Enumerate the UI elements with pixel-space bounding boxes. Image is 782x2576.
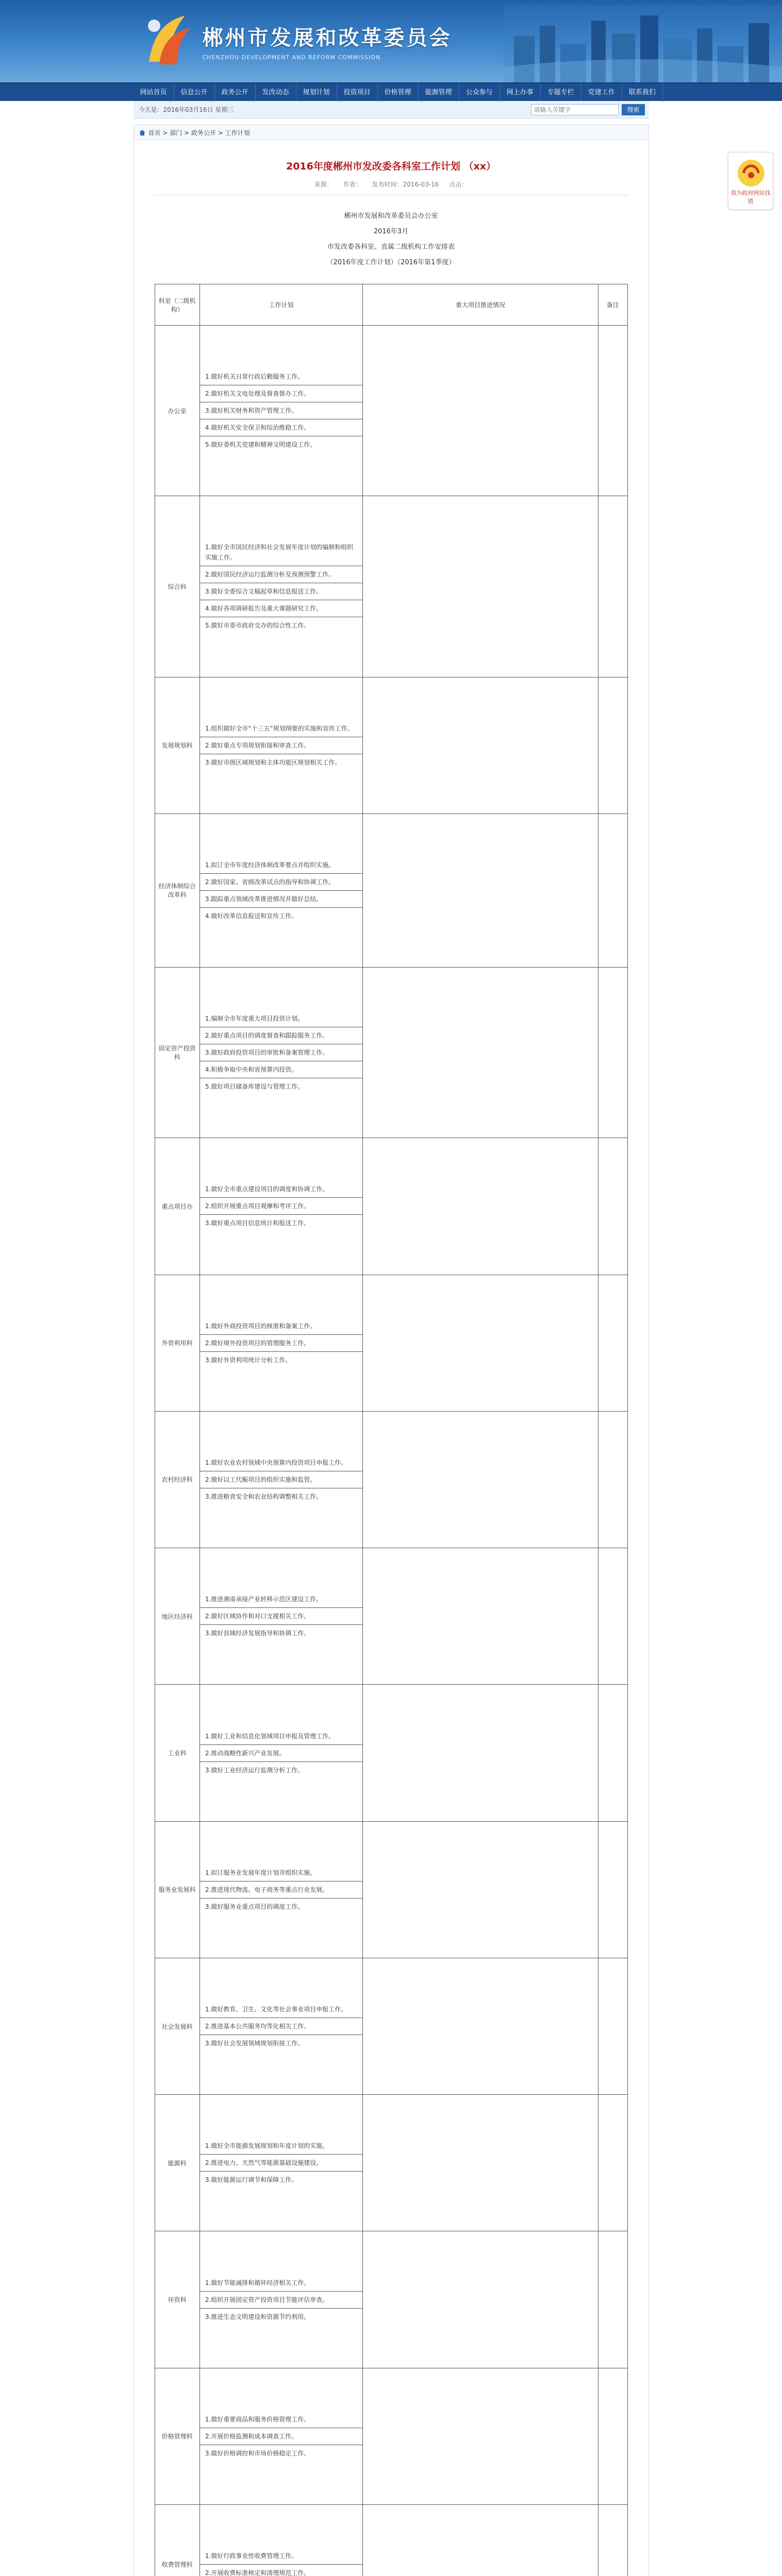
nav-item[interactable]: 信息公开 [174, 83, 215, 102]
breadcrumb-separator: > [182, 129, 191, 137]
nav-item[interactable]: 网上办事 [500, 83, 541, 102]
error-report-label: 我为政府网站找错 [730, 190, 771, 205]
dept-cell: 环资科 [155, 2231, 199, 2368]
breadcrumb-link[interactable]: 部门 [170, 129, 182, 137]
site-logo[interactable] [139, 10, 452, 72]
task-item: 1.做好全市能源发展规划和年度计划的实施。 [200, 2138, 362, 2155]
breadcrumb-items [148, 128, 250, 137]
progress-cell [362, 2231, 598, 2368]
note-cell [598, 326, 627, 496]
article [134, 140, 649, 2576]
tasks-cell [199, 2095, 362, 2231]
header-progress: 重大项目推进情况 [362, 284, 598, 326]
task-item: 1.做好机关日常行政后勤服务工作。 [200, 368, 362, 385]
task-item: 2.组织开展重点项目观摩和考评工作。 [200, 1198, 362, 1215]
task-item: 3.做好县域经济发展指导和协调工作。 [205, 1630, 310, 1637]
task-item: 3.做好工业经济运行监测分析工作。 [205, 1766, 304, 1774]
task-item: 3.跟踪重点领域改革推进情况并做好总结。 [200, 891, 362, 908]
work-plan-table [155, 284, 628, 2576]
logo-emblem-icon [139, 10, 195, 72]
nav-item[interactable]: 联系我们 [622, 83, 663, 102]
progress-cell [362, 968, 598, 1138]
task-item: 3.推进生态文明建设和资源节约利用。 [205, 2313, 310, 2320]
progress-cell [362, 1138, 598, 1275]
tasks-cell [199, 326, 362, 496]
note-cell [598, 2231, 627, 2368]
progress-cell [362, 1821, 598, 1958]
dept-cell: 固定资产投资科 [155, 968, 199, 1138]
task-item: 2.推进电力、天然气等能源基础设施建设。 [200, 2155, 362, 2172]
task-item: 1.编制全市年度重大项目投资计划。 [200, 1010, 362, 1027]
progress-cell [362, 2368, 598, 2504]
breadcrumb-link[interactable]: 政务公开 [191, 129, 216, 137]
nav-item[interactable]: 党建工作 [581, 83, 622, 102]
tasks-cell [199, 496, 362, 677]
progress-cell [362, 1548, 598, 1685]
dept-cell: 重点项目办 [155, 1138, 199, 1275]
table-row [155, 2368, 627, 2504]
task-item: 4.积极争取中央和省预算内投资。 [200, 1061, 362, 1078]
task-item: 1.做好农业农村领域中央预算内投资项目申报工作。 [200, 1454, 362, 1471]
dept-cell: 外资利用科 [155, 1275, 199, 1411]
progress-cell [362, 814, 598, 967]
task-item: 4.做好机关安全保卫和综治维稳工作。 [200, 419, 362, 436]
task-item: 2.做好区域协作和对口支援相关工作。 [200, 1608, 362, 1625]
table-row [155, 1275, 627, 1411]
tasks-cell [199, 2231, 362, 2368]
progress-cell [362, 1411, 598, 1548]
nav-item[interactable]: 政务公开 [215, 83, 256, 102]
progress-cell [362, 1275, 598, 1411]
work-plan-body [155, 326, 627, 2576]
task-item: 2.组织开展固定资产投资项目节能评估审查。 [200, 2292, 362, 2309]
task-item: 1.做好全市重点建设项目的调度和协调工作。 [200, 1181, 362, 1198]
table-row [155, 1548, 627, 1685]
table-row [155, 1138, 627, 1275]
breadcrumb-link[interactable]: 工作计划 [225, 129, 250, 137]
header-tasks: 工作计划 [199, 284, 362, 326]
tasks-cell [199, 968, 362, 1138]
note-cell [598, 1275, 627, 1411]
skyline-banner-image [504, 5, 782, 82]
task-item: 1.拟订服务业发展年度计划并组织实施。 [200, 1865, 362, 1882]
progress-cell [362, 496, 598, 677]
task-item: 2.做好国家、省级改革试点的指导和协调工作。 [200, 874, 362, 891]
preamble-line: 市发改委各科室、直属二级机构工作安排表 [327, 243, 455, 251]
note-cell [598, 496, 627, 677]
task-item: 1.做好工业和信息化领域项目申报及管理工作。 [200, 1728, 362, 1745]
nav-item[interactable]: 投资项目 [337, 83, 378, 102]
table-row [155, 2504, 627, 2576]
dept-cell: 服务业发展科 [155, 1821, 199, 1958]
dept-cell: 能源科 [155, 2095, 199, 2231]
search-box [531, 104, 648, 115]
error-report-badge[interactable] [728, 152, 773, 210]
progress-cell [362, 677, 598, 814]
note-cell [598, 1548, 627, 1685]
nav-item[interactable]: 专题专栏 [541, 83, 581, 102]
task-item: 3.推进粮食安全和农业结构调整相关工作。 [205, 1493, 323, 1500]
tasks-cell [199, 814, 362, 967]
header-note: 备注 [598, 284, 627, 326]
task-item: 3.做好机关财务和资产管理工作。 [200, 402, 362, 419]
breadcrumb-separator: > [215, 129, 225, 137]
table-row [155, 1685, 627, 1821]
note-cell [598, 968, 627, 1138]
note-cell [598, 1138, 627, 1275]
dept-cell: 综合科 [155, 496, 199, 677]
task-item: 5.做好市委市政府交办的综合性工作。 [205, 622, 310, 630]
tasks-cell [199, 1138, 362, 1275]
nav-item[interactable]: 规划计划 [296, 83, 337, 102]
note-cell [598, 1821, 627, 1958]
table-row [155, 968, 627, 1138]
task-item: 3.做好政府投资项目的审批和备案管理工作。 [200, 1044, 362, 1061]
table-row [155, 2095, 627, 2231]
tasks-cell [199, 1958, 362, 2094]
task-item: 3.做好外资利用统计分析工作。 [205, 1356, 292, 1364]
note-cell [598, 2504, 627, 2576]
task-item: 3.做好社会发展领域规划衔接工作。 [205, 2040, 304, 2047]
dept-cell: 收费管理科 [155, 2504, 199, 2576]
task-item: 1.做好全市国民经济和社会发展年度计划的编制和组织实施工作。 [200, 539, 362, 566]
task-item: 3.做好服务业重点项目的调度工作。 [205, 1903, 304, 1910]
note-cell [598, 2368, 627, 2504]
task-item: 1.做好节能减排和循环经济相关工作。 [200, 2275, 362, 2292]
article-title: 2016年度郴州市发改委各科室工作计划 （xx） [286, 161, 496, 172]
table-row [155, 496, 627, 677]
tasks-cell [199, 677, 362, 814]
task-item: 4.做好各项调研报告及重大课题研究工作。 [200, 600, 362, 617]
task-item: 2.推动战略性新兴产业发展。 [200, 1745, 362, 1762]
preamble-line: 郴州市发展和改革委员会办公室 [344, 212, 438, 220]
note-cell [598, 1958, 627, 2094]
note-cell [598, 2095, 627, 2231]
task-item: 1.做好外商投资项目的核准和备案工作。 [200, 1318, 362, 1335]
breadcrumb [134, 125, 649, 140]
task-item: 2.推进现代物流、电子商务等重点行业发展。 [200, 1882, 362, 1899]
header-dept: 科室（二级机构） [155, 284, 199, 326]
home-icon [139, 130, 145, 135]
task-item: 2.做好境外投资项目的管理服务工作。 [200, 1335, 362, 1352]
table-row [155, 677, 627, 814]
tasks-cell [199, 2368, 362, 2504]
task-item: 3.做好市级区域规划和主体功能区规划相关工作。 [205, 758, 341, 766]
nav-list [134, 83, 656, 102]
main-nav [0, 82, 782, 101]
dept-cell: 经济体制综合改革科 [155, 814, 199, 967]
task-item: 5.做好项目储备库建设与管理工作。 [205, 1083, 304, 1091]
table-row [155, 1958, 627, 2094]
article-meta-item: 发布时间：2016-03-16 [372, 181, 439, 188]
progress-cell [362, 2504, 598, 2576]
table-row [155, 326, 627, 496]
task-item: 1.推进湘南承接产业转移示范区建设工作。 [200, 1591, 362, 1608]
dept-cell: 办公室 [155, 326, 199, 496]
task-item: 2.推进基本公共服务均等化相关工作。 [200, 2018, 362, 2035]
sub-bar [134, 101, 649, 118]
progress-cell [362, 1685, 598, 1821]
progress-cell [362, 326, 598, 496]
task-item: 2.开展价格监测和成本调查工作。 [200, 2428, 362, 2445]
dept-cell: 价格管理科 [155, 2368, 199, 2504]
task-item: 3.做好价格调控和市场价格稳定工作。 [205, 2449, 310, 2457]
task-item: 1.做好重要商品和服务价格管理工作。 [200, 2411, 362, 2428]
breadcrumb-separator: > [160, 129, 170, 137]
tasks-cell [199, 1275, 362, 1411]
task-item: 3.做好能源运行调节和保障工作。 [205, 2176, 298, 2184]
note-cell [598, 814, 627, 967]
breadcrumb-link[interactable]: 首页 [148, 129, 161, 137]
nav-item[interactable]: 价格管理 [378, 83, 419, 102]
tasks-cell [199, 1685, 362, 1821]
tasks-cell [199, 1548, 362, 1685]
table-row [155, 1821, 627, 1958]
task-item: 1.做好行政事业性收费管理工作。 [200, 2548, 362, 2565]
task-item: 1.拟订全市年度经济体制改革要点并组织实施。 [200, 857, 362, 874]
error-report-icon [728, 152, 774, 194]
task-item: 2.做好国民经济运行监测分析及预测预警工作。 [200, 566, 362, 583]
dept-cell: 工业科 [155, 1685, 199, 1821]
task-item: 3.做好全委综合文稿起草和信息报送工作。 [200, 583, 362, 600]
nav-item[interactable]: 能源管理 [419, 83, 459, 102]
tasks-cell [199, 1411, 362, 1548]
article-meta [155, 180, 628, 195]
table-row [155, 814, 627, 967]
progress-cell [362, 1958, 598, 2094]
task-item: 1.做好教育、卫生、文化等社会事业项目申报工作。 [200, 2001, 362, 2018]
article-preamble [155, 209, 628, 270]
task-item: 3.做好重点项目信息统计和报送工作。 [205, 1219, 310, 1227]
task-item: 2.开展收费标准核定和清理规范工作。 [205, 2569, 310, 2576]
nav-item[interactable]: 发改动态 [256, 83, 296, 102]
search-button[interactable]: 搜索 [622, 104, 644, 115]
task-item: 2.做好重点项目的调度督查和跟踪服务工作。 [200, 1027, 362, 1044]
task-item: 1.组织做好全市“十三五”规划纲要的实施和宣传工作。 [200, 720, 362, 737]
dept-cell: 地区经济科 [155, 1548, 199, 1685]
preamble-line: （2016年度工作计划）（2016年第1季度） [326, 259, 456, 266]
nav-item[interactable]: 网站首页 [134, 83, 174, 102]
note-cell [598, 1685, 627, 1821]
current-date: 今天是：2016年03月16日 星期三 [138, 106, 234, 113]
task-item: 5.做好委机关党建和精神文明建设工作。 [205, 441, 317, 449]
task-item: 2.做好机关文电处理及督查督办工作。 [200, 385, 362, 402]
preamble-line: 2016年3月 [373, 228, 409, 235]
task-item: 2.做好以工代赈项目的组织实施和监管。 [200, 1471, 362, 1488]
tasks-cell [199, 2504, 362, 2576]
article-meta-item: 点击： [449, 181, 468, 188]
note-cell [598, 1411, 627, 1548]
task-item: 2.做好重点专项规划衔接和审查工作。 [200, 737, 362, 754]
search-input[interactable] [531, 104, 619, 115]
table-row [155, 1411, 627, 1548]
dept-cell: 社会发展科 [155, 1958, 199, 2094]
site-subtitle: CHENZHOU DEVELOPMENT AND REFORM COMMISSION [202, 54, 381, 61]
nav-item[interactable]: 公众参与 [459, 83, 500, 102]
progress-cell [362, 2095, 598, 2231]
article-meta-item: 作者： [343, 181, 362, 188]
article-meta-item: 来源： [314, 181, 333, 188]
tasks-cell [199, 1821, 362, 1958]
dept-cell: 发展规划科 [155, 677, 199, 814]
site-title: 郴州市发展和改革委员会 [202, 26, 452, 50]
site-header [0, 0, 782, 82]
table-row [155, 2231, 627, 2368]
table-header-row [155, 284, 627, 326]
dept-cell: 农村经济科 [155, 1411, 199, 1548]
note-cell [598, 677, 627, 814]
task-item: 4.做好改革信息报送和宣传工作。 [205, 912, 298, 920]
